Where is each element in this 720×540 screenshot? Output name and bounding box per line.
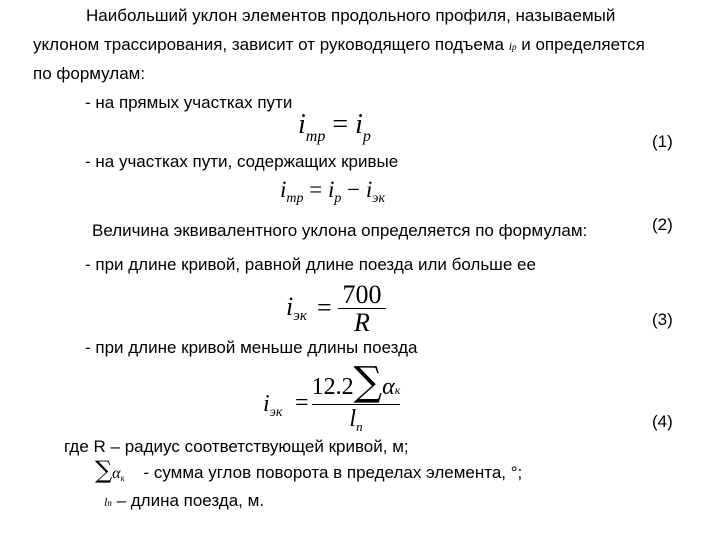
- formula-3-lhs: iэк: [286, 292, 307, 324]
- formula-4-equals: =: [295, 390, 309, 416]
- formula-3-numerator: 700: [342, 280, 382, 309]
- intro-line-1: Наибольший уклон элементов продольного профиля, называемый: [86, 6, 616, 25]
- case-curves-text: - на участках пути, содержащих кривые: [85, 152, 399, 171]
- equivalent-slope-text: Величина эквивалентного уклона определяется по формулам:: [92, 221, 588, 240]
- formula-3-fraction: [338, 282, 386, 337]
- formula-2: $i_{тр} = i_р - i_{эк}$: [280, 177, 385, 206]
- formula-1: $i_{тр} = i_р$: [298, 109, 371, 145]
- formula-3-denominator: R: [354, 308, 370, 337]
- formula-4-fraction: [311, 359, 401, 436]
- case-straight-text: - на прямых участках пути: [85, 93, 293, 112]
- equation-number-1: (1): [652, 132, 673, 151]
- sum-angles-definition: ∑αк - сумма углов поворота в пределах элемента, °;: [95, 456, 523, 484]
- case-long-curve-text: - при длине кривой, равной длине поезда или больше ее: [85, 255, 536, 274]
- equation-number-2: (2): [652, 215, 673, 234]
- intro-line-2: [33, 35, 645, 57]
- formula-4-sum-sign: ∑: [353, 359, 383, 405]
- intro-line-3: по формулам:: [33, 64, 146, 83]
- ruling-grade-symbol: iр: [508, 39, 517, 53]
- formula-4-numerator: 12.2 ∑ α к: [311, 359, 401, 405]
- formula-4-denominator: $l_п$: [349, 406, 363, 434]
- formula-3-equals: =: [317, 293, 332, 322]
- formula-4-coefficient: 12.2: [311, 374, 354, 400]
- formula-4-alpha: α: [382, 374, 395, 400]
- intro-line-2-end: и определяется: [516, 35, 645, 54]
- equation-number-3: (3): [652, 310, 673, 329]
- train-length-definition: lп – длина поезда, м.: [104, 491, 265, 510]
- case-short-curve-text: - при длине кривой меньше длины поезда: [85, 338, 418, 357]
- equation-number-4: (4): [652, 412, 673, 431]
- sum-sign: ∑: [95, 456, 113, 484]
- intro-line-2-start: уклоном трассирования, зависит от руководящего подъема: [33, 35, 509, 54]
- formula-4-lhs: $i_{эк}$: [263, 391, 283, 420]
- radius-definition: где R – радиус соответствующей кривой, м;: [64, 437, 409, 456]
